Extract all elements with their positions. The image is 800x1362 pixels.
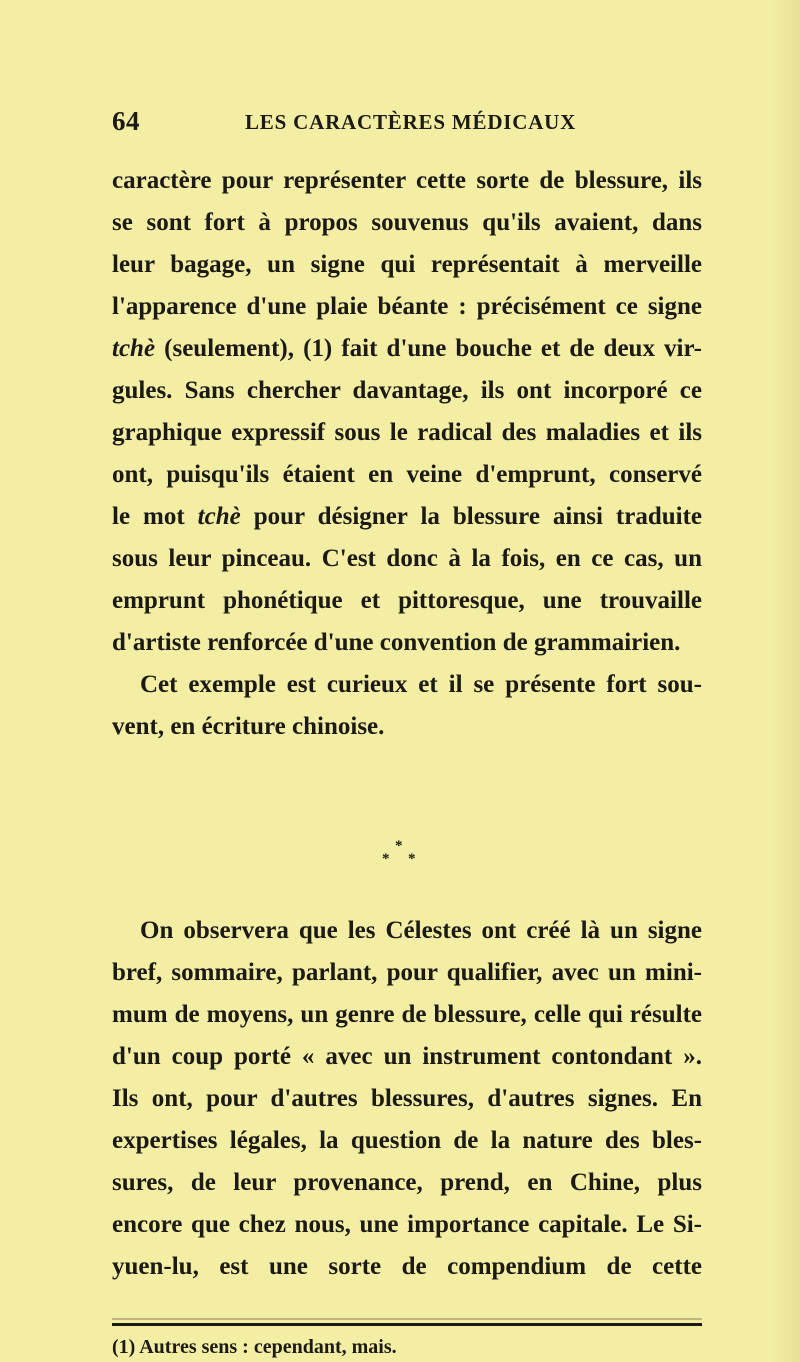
- running-title: LES CARACTÈRES MÉDICAUX: [245, 110, 577, 134]
- text-line: yuen-lu, est une sorte de compendium de cette: [112, 1253, 702, 1280]
- text-line: sures, de leur provenance, prend, en Chine, plus: [112, 1169, 702, 1196]
- text-fragment: (seulement), (1) fait d'une bouche et de deux vir-: [155, 335, 702, 362]
- text-line: emprunt phonétique et pittoresque, une trouvaille: [112, 587, 702, 614]
- text-line: On observera que les Célestes ont créé là un signe: [140, 917, 702, 944]
- footnote-rule-shadow: [112, 1318, 702, 1320]
- page-number: 64: [112, 106, 140, 136]
- footnote-rule: [112, 1323, 702, 1326]
- text-line: leur bagage, un signe qui représentait à merveille: [112, 251, 702, 278]
- text-line: d'artiste renforcée d'une convention de grammairien.: [112, 629, 681, 656]
- asterism-divider: [378, 838, 426, 876]
- text-line: [112, 328, 702, 370]
- paragraph-3: [112, 910, 702, 1288]
- text-line: caractère pour représenter cette sorte de blessure, ils: [112, 167, 702, 194]
- text-line: expertises légales, la question de la nature des bles-: [112, 1127, 702, 1154]
- text-line: mum de moyens, un genre de blessure, celle qui résulte: [112, 1001, 702, 1028]
- italic-term: tchè: [112, 335, 156, 362]
- text-fragment: le mot: [112, 503, 198, 530]
- footnote: (1) Autres sens : cependant, mais.: [112, 1336, 397, 1358]
- paragraph-1: [112, 160, 702, 664]
- text-line: Ils ont, pour d'autres blessures, d'autres signes. En: [112, 1085, 702, 1112]
- text-line: encore que chez nous, une importance capitale. Le Si-: [112, 1211, 702, 1238]
- text-line: [112, 496, 702, 538]
- text-line: gules. Sans chercher davantage, ils ont incorporé ce: [112, 377, 702, 404]
- asterisk-icon: *: [395, 838, 403, 854]
- text-line: Cet exemple est curieux et il se présente fort sou-: [140, 671, 702, 698]
- text-fragment: pour désigner la blessure ainsi traduite: [240, 503, 702, 530]
- text-line: bref, sommaire, parlant, pour qualifier, avec un mini-: [112, 959, 702, 986]
- italic-term: tchè: [197, 503, 241, 530]
- paragraph-2: [112, 664, 702, 748]
- text-line: d'un coup porté « avec un instrument contondant ».: [112, 1043, 702, 1070]
- asterisk-icon: *: [382, 851, 390, 867]
- text-line: se sont fort à propos souvenus qu'ils avaient, dans: [112, 209, 702, 236]
- text-line: l'apparence d'une plaie béante : précisément ce signe: [112, 293, 702, 320]
- asterisk-icon: *: [408, 851, 416, 867]
- page-header: [112, 106, 702, 138]
- text-line: vent, en écriture chinoise.: [112, 713, 385, 740]
- text-line: sous leur pinceau. C'est donc à la fois, en ce cas, un: [112, 545, 702, 572]
- text-line: ont, puisqu'ils étaient en veine d'emprunt, conservé: [112, 461, 702, 488]
- text-line: graphique expressif sous le radical des maladies et ils: [112, 419, 702, 446]
